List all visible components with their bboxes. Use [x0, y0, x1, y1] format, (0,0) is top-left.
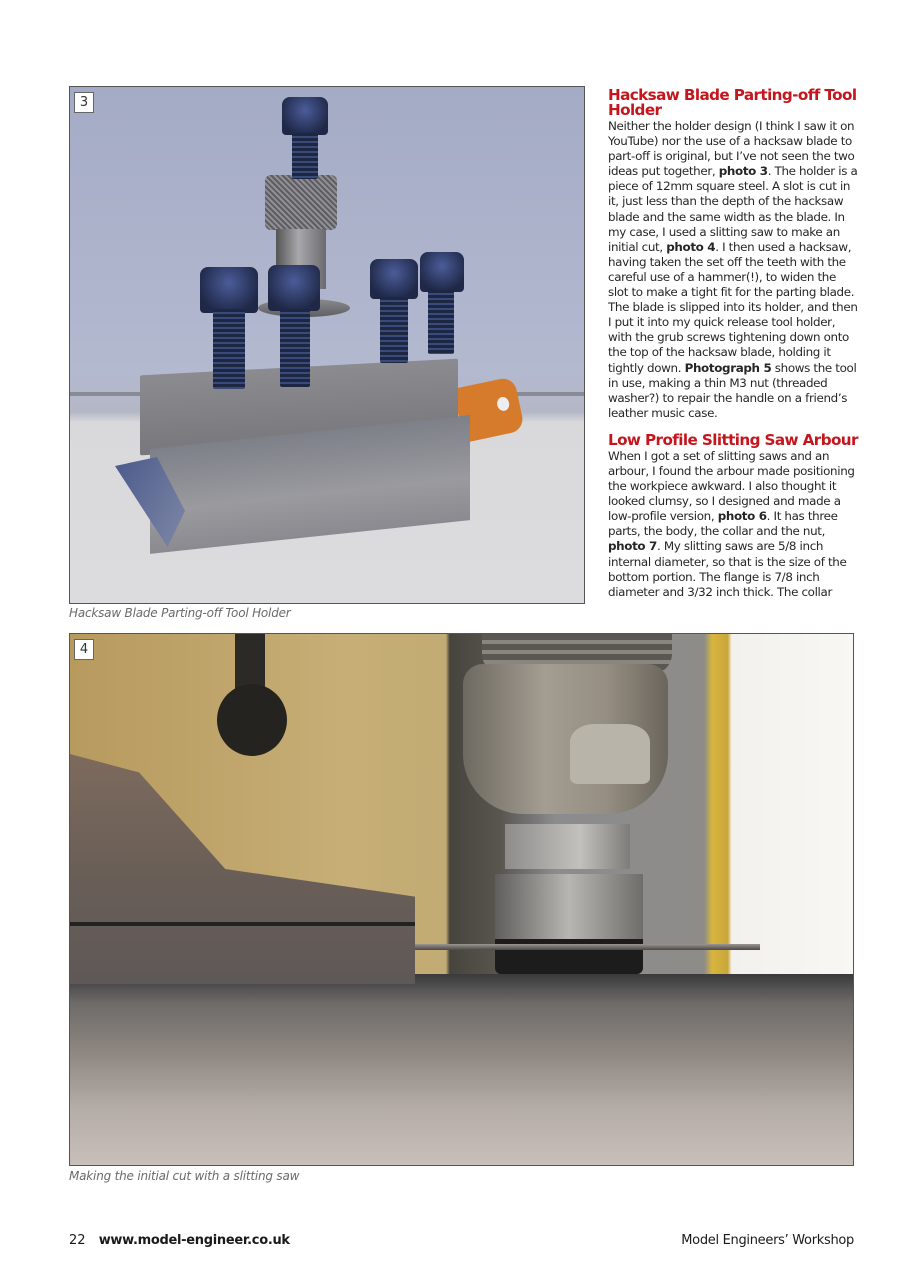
cap-screw-head — [420, 252, 464, 292]
section-heading: Hacksaw Blade Parting-off Tool Holder — [608, 86, 857, 119]
publication-name: Model Engineers’ Workshop — [681, 1233, 854, 1248]
cap-screw-thread — [292, 133, 318, 179]
photo-4-caption: Making the initial cut with a slitting saw — [69, 1169, 300, 1183]
photo-4-slitting-saw — [69, 633, 854, 1166]
cap-screw-thread — [213, 309, 245, 389]
photo-3-caption: Hacksaw Blade Parting-off Tool Holder — [69, 606, 291, 620]
section-body — [608, 449, 858, 600]
arbour-nut — [505, 824, 630, 869]
cap-screw-thread — [280, 309, 310, 387]
photo-reference: photo 3 — [718, 164, 768, 179]
bolt-head — [217, 684, 287, 756]
section-body — [608, 119, 858, 421]
page-footer-left — [69, 1233, 290, 1248]
body-run: . My slitting saws are 5/8 inch internal diameter, so that is the size of the bottom portion. The flange is 7/8 inch diameter and 3/32 inch thick. The collar — [608, 539, 847, 599]
photo-reference: photo 7 — [608, 539, 657, 554]
body-run: When I got a set of slitting saws and an arbour, I found the arbour made positioning the workpiece awkward. I also thought it looked clumsy, so I designed and made a low-profile version, — [608, 448, 855, 524]
cap-screw-head — [200, 267, 258, 313]
body-run: . It has three parts, the body, the collar and the nut, — [608, 509, 838, 539]
photo-3-tool-holder — [69, 86, 585, 604]
cap-screw-thread — [428, 290, 454, 354]
machine-table — [70, 974, 853, 1165]
page-number: 22 — [69, 1233, 86, 1248]
photo-reference: photo 4 — [666, 239, 716, 254]
collar-flat — [570, 724, 650, 784]
body-run: . I then used a hacksaw, having taken the set off the teeth with the careful use of a hammer(!), to widen the slot to make a tight fit for the parting blade. The blade is slipped into its holder, and then I put it into my quick release tool holder, with the grub screws tightening down onto the top of the hacksaw blade, holding it tightly down. — [608, 239, 858, 375]
photo-number-badge: 4 — [74, 639, 94, 660]
slitting-saw-blade — [415, 944, 760, 950]
cap-screw-head — [268, 265, 320, 311]
cap-screw-head — [370, 259, 418, 299]
photo-reference: photo 6 — [717, 509, 767, 524]
body-run: Neither the holder design (I think I saw it on YouTube) nor the use of a hacksaw blade to part-off is original, but I’ve not seen the two ideas put together, — [608, 119, 855, 179]
website-link[interactable]: www.model-engineer.co.uk — [98, 1233, 290, 1248]
article-text-column — [608, 88, 858, 600]
cap-screw-thread — [380, 297, 408, 363]
saw-cut-slot — [70, 922, 415, 926]
body-run: . The holder is a piece of 12mm square steel. A slot is cut in it, just less than the depth of the hacksaw blade and the same width as the blade. In my case, I used a slitting saw to make an initial cut, — [608, 164, 858, 254]
knurled-nut — [265, 175, 337, 230]
body-run: shows the tool in use, making a thin M3 nut (threaded washer?) to repair the handle on a friend’s leather music case. — [608, 360, 857, 420]
photo-number-badge: 3 — [74, 92, 94, 113]
section-heading: Low Profile Slitting Saw Arbour — [608, 430, 858, 449]
cap-screw-head — [282, 97, 328, 135]
vise-workpiece — [70, 754, 415, 984]
photo-reference: Photograph 5 — [684, 360, 772, 375]
